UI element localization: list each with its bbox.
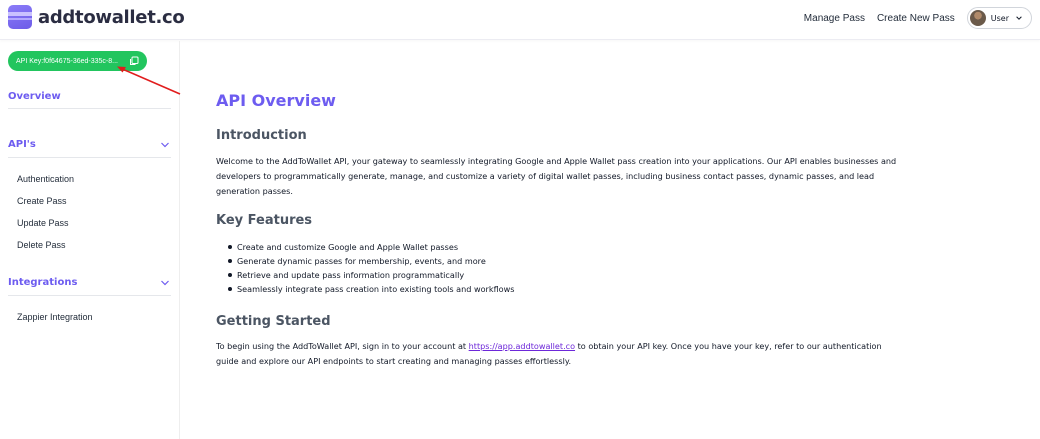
sidebar-apis-heading[interactable]: API's xyxy=(8,139,36,150)
sidebar-item-update-pass[interactable]: Update Pass xyxy=(17,218,69,228)
list-item: Seamlessly integrate pass creation into existing tools and workflows xyxy=(228,282,514,296)
sidebar-item-zappier-integration[interactable]: Zappier Integration xyxy=(17,312,93,322)
key-features-list xyxy=(228,240,514,296)
sidebar-item-authentication[interactable]: Authentication xyxy=(17,174,75,184)
chevron-down-icon[interactable] xyxy=(160,279,170,287)
key-features-heading: Key Features xyxy=(216,213,313,228)
sidebar-item-delete-pass[interactable]: Delete Pass xyxy=(17,240,66,250)
create-new-pass-link[interactable]: Create New Pass xyxy=(876,12,955,24)
annotation-arrow xyxy=(110,62,182,96)
introduction-heading: Introduction xyxy=(216,128,307,143)
logo-text: addtowallet.co xyxy=(38,6,185,28)
page-title: API Overview xyxy=(216,91,336,110)
user-menu-button[interactable] xyxy=(967,7,1032,29)
manage-pass-link[interactable]: Manage Pass xyxy=(803,12,865,24)
divider xyxy=(8,157,171,158)
divider xyxy=(8,295,171,296)
chevron-down-icon[interactable] xyxy=(160,141,170,149)
logo[interactable] xyxy=(8,5,185,29)
introduction-text: Welcome to the AddToWallet API, your gateway to seamlessly integrating Google and Apple Wallet pass creation into your applications. Our API enables businesses and developers to programmatically generate, manage, and customize a variety of digital wallet passes, including business contact passes, dynamic passes, and lead generation passes. xyxy=(216,156,897,196)
user-label: User xyxy=(990,13,1009,23)
list-item: Retrieve and update pass information programmatically xyxy=(228,268,514,282)
getting-started-heading: Getting Started xyxy=(216,314,331,329)
api-key-label: API Key:f0f64675-36ed-335c-8... xyxy=(16,57,118,65)
getting-started-text xyxy=(216,339,906,369)
avatar xyxy=(970,10,986,26)
sidebar-integrations-heading[interactable]: Integrations xyxy=(8,277,78,288)
sidebar-item-create-pass[interactable]: Create Pass xyxy=(17,196,67,206)
getting-started-text-start: To begin using the AddToWallet API, sign in to your account at xyxy=(216,341,469,351)
logo-icon xyxy=(8,5,32,29)
top-header xyxy=(0,0,1040,40)
divider xyxy=(8,108,171,109)
sidebar xyxy=(0,41,180,439)
top-nav xyxy=(804,7,1032,29)
list-item: Create and customize Google and Apple Wallet passes xyxy=(228,240,514,254)
getting-started-text-end: to obtain your API key. Once you have your key, refer to our authentication guide and explore our API endpoints to start creating and managing passes effortlessly. xyxy=(216,341,882,366)
sidebar-overview[interactable]: Overview xyxy=(8,91,61,102)
chevron-down-icon xyxy=(1015,14,1023,22)
app-link[interactable]: https://app.addtowallet.co xyxy=(468,341,576,351)
list-item: Generate dynamic passes for membership, events, and more xyxy=(228,254,514,268)
